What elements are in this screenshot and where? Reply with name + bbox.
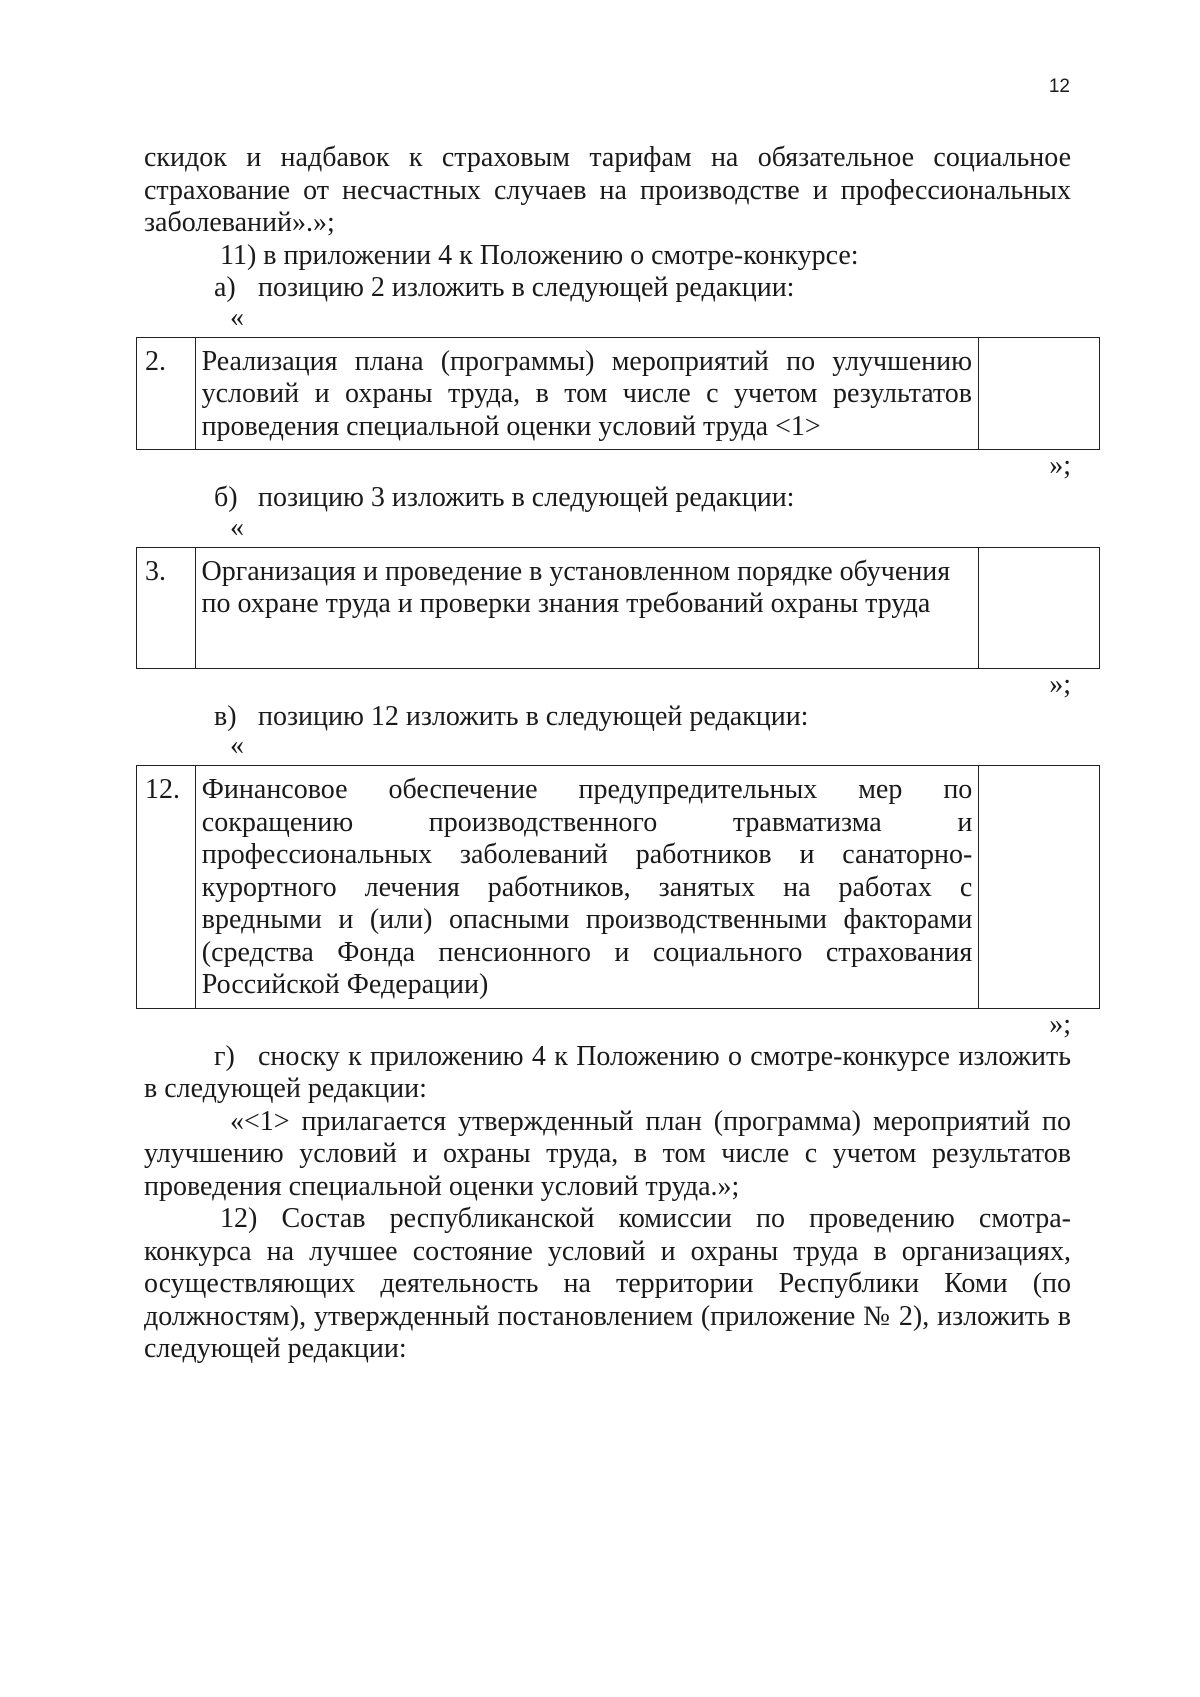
document-body (144, 142, 1071, 1366)
position-text (195, 337, 978, 450)
intro-paragraph (144, 142, 1071, 175)
position-line: курортного лечения работников, занятых на работах с (201, 871, 973, 903)
position-line: проведения специальной оценки условий труда <1> (201, 410, 821, 442)
intro-paragraph-2 (144, 175, 1071, 208)
position-text (195, 547, 979, 668)
sub-item-v (144, 701, 1071, 734)
table-row (137, 547, 1100, 668)
position-line: Реализация плана (программы) мероприятий по улучшению (201, 345, 973, 377)
sub-item-b (144, 482, 1071, 515)
intro-paragraph-3 (144, 207, 1071, 240)
sub-item-v-letter: в) (214, 700, 237, 732)
position-score-cell (979, 337, 1100, 450)
open-quote-b: « (230, 511, 244, 543)
position-line: профессиональных заболеваний работников и санаторно- (201, 839, 973, 870)
sub-item-g-text: сноску к приложению 4 к Положению о смотре-конкурсе изложить (258, 1040, 1071, 1072)
position-number: 12. (137, 766, 196, 1009)
footnote-text: «<1> прилагается утвержденный план (программа) мероприятий по улучшению условий и охраны труда, в том числе с учетом результатов проведения специальной оценки условий труда.»; (144, 1105, 1071, 1202)
position-line: условий и охраны труда, в том числе с учетом результатов (201, 378, 973, 409)
item-11: 11) в приложении 4 к Положению о смотре-конкурсе: (220, 239, 859, 271)
close-quote-a: »; (1049, 450, 1071, 481)
intro-line-3: заболеваний».»; (144, 207, 335, 238)
open-quote-v: « (230, 730, 244, 761)
intro-line-1: скидок и надбавок к страховым тарифам на обязательное социальное (144, 142, 1071, 173)
position-number: 2. (137, 337, 196, 450)
intro-line-2: страхование от несчастных случаев на производстве и профессиональных (144, 174, 1071, 206)
table-row (137, 337, 1100, 450)
position-12-table (136, 765, 1100, 1009)
sub-item-v-text: позицию 12 изложить в следующей редакции: (258, 700, 809, 732)
sub-item-b-text: позицию 3 изложить в следующей редакции: (258, 482, 795, 513)
position-score-cell (979, 766, 1100, 1009)
sub-item-a (144, 272, 1071, 305)
position-line: Организация и проведение в установленном порядке обучения (201, 555, 951, 587)
position-line: (средства Фонда пенсионного и социального страхования (201, 936, 973, 968)
sub-item-g-letter: г) (214, 1040, 235, 1072)
position-line: вредными и (или) опасными производственными факторами (201, 904, 973, 935)
position-line: по охране труда и проверки знания требований охраны труда (201, 588, 931, 619)
position-number: 3. (137, 547, 196, 668)
position-text (195, 766, 979, 1009)
close-quote-b: »; (1049, 668, 1071, 700)
sub-item-b-letter: б) (214, 482, 238, 513)
position-2-table (136, 337, 1100, 451)
position-line: Российской Федерации) (201, 969, 489, 1000)
close-quote-v: »; (1049, 1008, 1071, 1040)
position-score-cell (979, 547, 1100, 668)
position-line: Финансовое обеспечение предупредительных мер по (201, 774, 973, 805)
item-12: 12) Состав республиканской комиссии по проведению смотра-конкурса на лучшее состояние условий и охраны труда в организациях, осуществляющих деятельность на территории Республики Коми (по должностям), утвержденный постановлением (приложение № 2), изложить в следующей редакции: (144, 1203, 1071, 1364)
open-quote-a: « (230, 301, 244, 333)
position-line: сокращению производственного травматизма и (201, 806, 973, 838)
table-row (137, 766, 1100, 1009)
sub-item-a-text: позицию 2 изложить в следующей редакции: (258, 272, 795, 303)
sub-item-a-letter: а) (214, 272, 236, 303)
sub-item-g-continuation: в следующей редакции: (144, 1073, 427, 1104)
position-3-table (136, 547, 1100, 669)
sub-item-g (144, 1041, 1071, 1074)
page-number: 12 (1048, 76, 1070, 97)
